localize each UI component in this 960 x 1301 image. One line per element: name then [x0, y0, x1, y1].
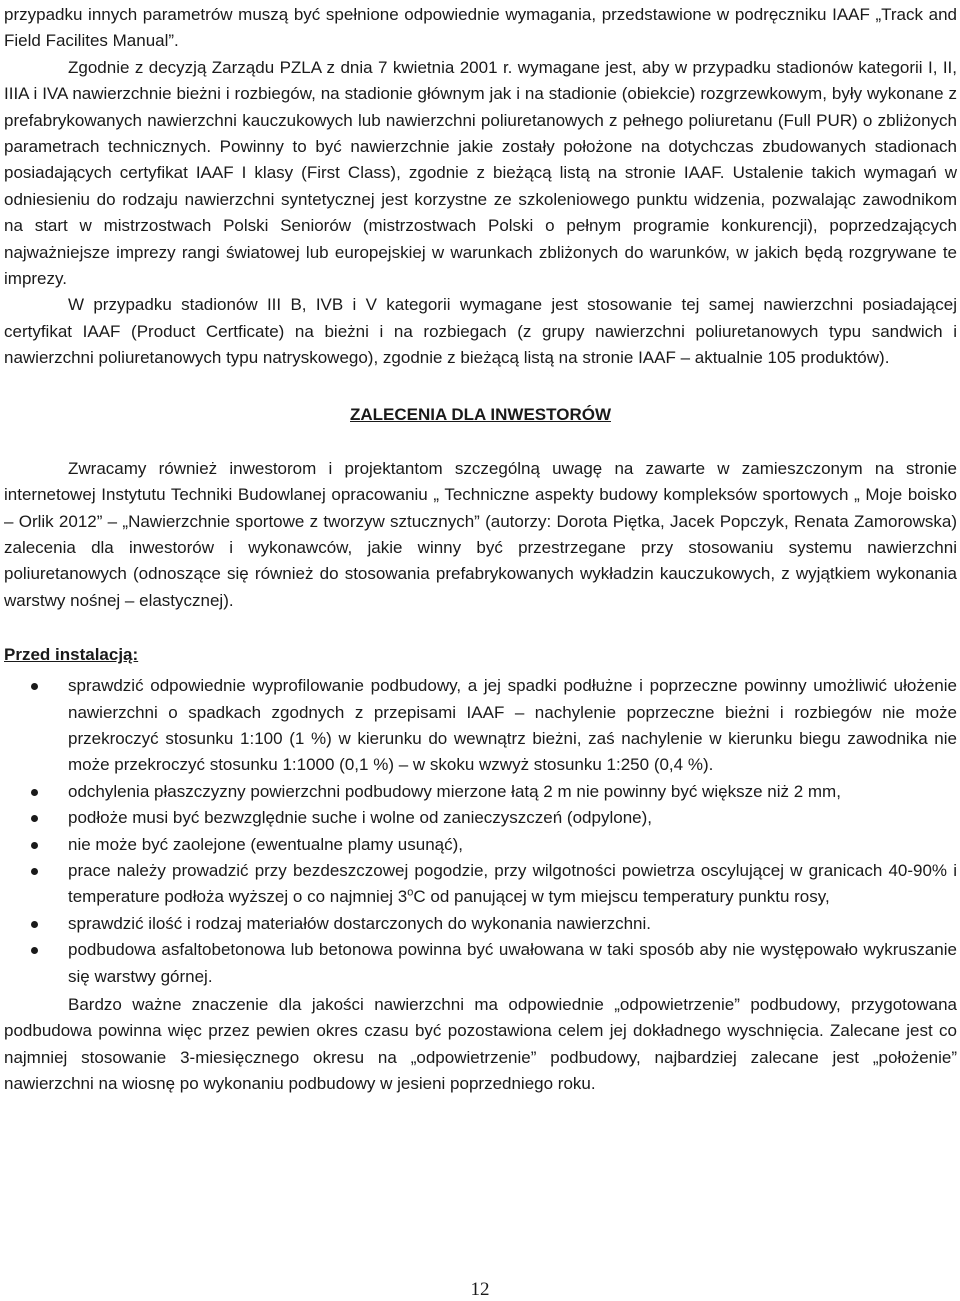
document-page: [4, 2, 957, 1098]
list-item-text: [68, 861, 957, 906]
page-number: 12: [470, 1279, 490, 1300]
list-item: [4, 673, 957, 779]
list-item-text-part: C od panującej w tym miejscu temperatury punktu rosy,: [413, 887, 830, 907]
list-item-text: nie może być zaolejone (ewentualne plamy usunąć),: [68, 834, 464, 854]
paragraph-closing: Bardzo ważne znaczenie dla jakości nawierzchni ma odpowiednie „odpowietrzenie” podbudowy, przygotowana podbudowa powinna więc przez pewien okres czasu być pozostawiona celem jej dokładnego wyschnięcia. Zalecane jest co najmniej stosowanie 3-miesięcznego okresu na „odpowietrzenie” podbudowy, najbardziej zalecane jest „położenie” nawierzchni na wiosnę po wykonaniu podbudowy w jesieni poprzedniego roku.: [4, 995, 957, 1094]
subheading-before-installation: Przed instalacją:: [4, 645, 139, 665]
list-item: [4, 911, 957, 937]
list-item-text: sprawdzić ilość i rodzaj materiałów dostarczonych do wykonania nawierzchni.: [68, 913, 651, 933]
paragraph-pzla-decision: Zgodnie z decyzją Zarządu PZLA z dnia 7 kwietnia 2001 r. wymagane jest, aby w przypadku stadionów kategorii I, II, IIIA i IVA nawierzchnie bieżni i rozbiegów, na stadionie głównym jak i na stadionie (obiekcie) rozgrzewkowym, były wykonane z prefabrykowanych nawierzchni kauczukowych lub nawierzchni poliuretanowych z pełnego poliuretanu (Full PUR) o zbliżonych parametrach technicznych. Powinny to być nawierzchnie jakie zostały położone na dotychczas zbudowanych stadionach posiadających certyfikat IAAF I klasy (First Class), zgodnie z bieżącą listą na stronie IAAF. Ustalenie takich wymagań w odniesieniu do rodzaju nawierzchni syntetycznej jest korzystne ze szkoleniowego punktu widzenia, pozwalając zawodnikom na start w mistrzostwach Polski Seniorów (mistrzostwach Polski o pełnym programie konkurencji), poprzedzających najważniejsze imprezy rangi światowej lub europejskiej w warunkach zbliżonych do warunków, w jakich będą rozgrywane te imprezy.: [4, 57, 957, 289]
list-item-text: podłoże musi być bezwzględnie suche i wolne od zanieczyszczeń (odpylone),: [68, 808, 652, 828]
bullet-icon: [31, 868, 38, 875]
paragraph-category-iii-b: W przypadku stadionów III B, IVB i V kategorii wymagane jest stosowanie tej samej nawierzchni posiadającej certyfikat IAAF (Product Certficate) na bieżni i na rozbiegach (z grupy nawierzchni poliuretanowych typu sandwich i nawierzchni poliuretanowych typu natryskowego), zgodnie z bieżącą listą na stronie IAAF – aktualnie 105 produktów).: [4, 295, 957, 368]
list-item-text: odchylenia płaszczyzny powierzchni podbudowy mierzone łatą 2 m nie powinny być większe niż 2 mm,: [68, 781, 841, 801]
list-item: [4, 832, 957, 858]
bullet-list: [4, 673, 957, 990]
list-item: [4, 937, 957, 990]
bullet-icon: [31, 947, 38, 954]
section-heading: ZALECENIA DLA INWESTORÓW: [350, 404, 611, 424]
paragraph-recommendations: Zwracamy również inwestorom i projektantom szczególną uwagę na zawarte w zamieszczonym na stronie internetowej Instytutu Techniki Budowlanej opracowaniu „ Techniczne aspekty budowy kompleksów sportowych „ Moje boisko – Orlik 2012” – „Nawierzchnie sportowe z tworzyw sztucznych” (autorzy: Dorota Piętka, Jacek Popczyk, Renata Zamorowska) zalecenia dla inwestorów i wykonawców, jakie winny być przestrzegane przy stosowaniu systemu nawierzchni poliuretanowych (odnoszące się również do stosowania prefabrykowanych wykładzin kauczukowych, z wyjątkiem wykonania warstwy nośnej – elastycznej).: [4, 458, 957, 610]
list-item: [4, 805, 957, 831]
list-item-text: podbudowa asfaltobetonowa lub betonowa powinna być uwałowana w taki sposób aby nie występowało wykruszanie się warstwy górnej.: [68, 940, 957, 986]
paragraph-continuation: przypadku innych parametrów muszą być spełnione odpowiednie wymagania, przedstawione w podręczniku IAAF „Track and Field Facilites Manual”.: [4, 5, 957, 51]
list-item: [4, 779, 957, 805]
degree-superscript: o: [407, 886, 414, 899]
bullet-icon: [31, 815, 38, 822]
bullet-icon: [31, 921, 38, 928]
bullet-icon: [31, 842, 38, 849]
list-item: [4, 858, 957, 911]
bullet-icon: [31, 683, 38, 690]
list-item-text: sprawdzić odpowiednie wyprofilowanie podbudowy, a jej spadki podłużne i poprzeczne powinny umożliwić ułożenie nawierzchni o spadkach zgodnych z przepisami IAAF – nachylenie poprzeczne bieżni i rozbiegów nie może przekroczyć stosunku 1:100 (1 %) w kierunku do wewnątrz bieżni, zaś nachylenie w kierunku biegu zawodnika nie może przekroczyć stosunku 1:1000 (0,1 %) – w skoku wzwyż stosunku 1:250 (0,4 %).: [68, 676, 957, 775]
list-item-text-part: prace należy prowadzić przy bezdeszczowej pogodzie, przy wilgotności powietrza oscylującej w granicach 40-90% i temperature podłoża wyższej o co najmniej 3: [68, 860, 957, 907]
bullet-icon: [31, 789, 38, 796]
